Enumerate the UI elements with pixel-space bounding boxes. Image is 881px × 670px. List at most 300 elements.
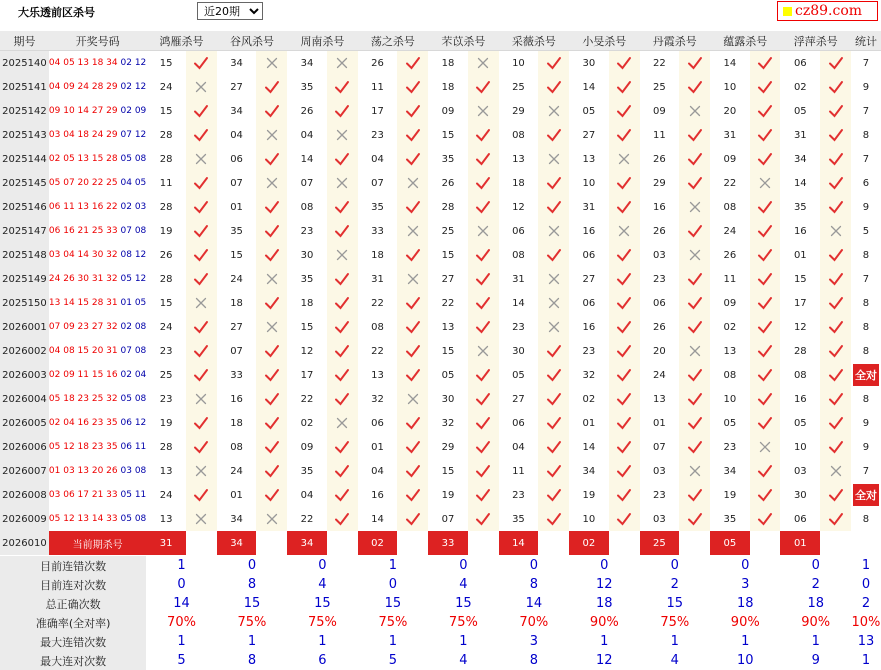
cross-icon [546, 295, 562, 311]
kill-value: 27 [582, 273, 596, 285]
check-icon [193, 319, 209, 335]
kill-value: 24 [653, 369, 666, 381]
kill-value: 16 [582, 321, 596, 333]
summary-label: 目前连错次数 [0, 556, 146, 576]
summary-value: 0 [247, 558, 257, 573]
kill-value: 26 [653, 153, 666, 165]
kill-value: 18 [441, 81, 455, 93]
summary-value: 8 [529, 653, 538, 668]
kill-result [256, 123, 287, 147]
kill-value: 01 [230, 201, 243, 213]
kill-value: 26 [441, 177, 455, 189]
summary-row [0, 632, 881, 651]
kill-result [679, 99, 710, 123]
kill-result [750, 483, 781, 507]
period-select[interactable] [197, 2, 263, 20]
kill-value: 22 [300, 393, 314, 405]
cross-icon [334, 175, 350, 191]
kill-result [679, 339, 710, 363]
front-numbers: 02 09 11 15 16 [48, 369, 118, 380]
summary-value: 5 [177, 653, 186, 668]
summary-label: 准确率(全对率) [0, 613, 146, 632]
kill-value: 15 [441, 345, 455, 357]
check-icon [193, 199, 209, 215]
check-icon [193, 175, 209, 191]
check-icon [264, 151, 280, 167]
check-icon [828, 391, 844, 407]
kill-result [820, 339, 851, 363]
kill-value: 01 [653, 417, 666, 429]
stat-cell: 7 [862, 57, 870, 69]
kill-result [186, 459, 217, 483]
kill-value: 13 [582, 153, 596, 165]
kill-value: 15 [230, 249, 243, 261]
draw-numbers-cell [49, 291, 146, 315]
kill-value: 10 [582, 177, 596, 189]
kill-value: 15 [159, 297, 173, 309]
cross-icon [264, 271, 280, 287]
table-row [0, 291, 881, 315]
front-numbers: 01 03 13 20 26 [48, 465, 118, 476]
kill-value: 32 [371, 393, 384, 405]
kill-result [397, 411, 428, 435]
kill-value: 14 [512, 297, 525, 309]
front-numbers: 09 10 14 27 29 [48, 105, 118, 116]
check-icon [546, 487, 562, 503]
summary-value: 14 [173, 596, 190, 611]
cross-icon [334, 247, 350, 263]
kill-result [256, 75, 287, 99]
logo-square-icon [783, 7, 792, 16]
kill-value: 05 [793, 417, 807, 429]
check-icon [546, 199, 562, 215]
kill-result [609, 459, 640, 483]
cross-icon [264, 319, 280, 335]
period-cell: 2026008 [0, 483, 49, 507]
kill-value: 32 [582, 369, 596, 381]
period-cell: 2026006 [0, 435, 49, 459]
kill-value: 07 [230, 177, 243, 189]
header-killer: 谷风杀号 [217, 31, 287, 51]
check-icon [687, 367, 703, 383]
kill-value: 35 [300, 465, 314, 477]
kill-value: 09 [300, 441, 314, 453]
kill-result [820, 387, 851, 411]
kill-value: 05 [441, 369, 455, 381]
summary-value: 75% [307, 615, 337, 630]
check-icon [828, 271, 844, 287]
kill-result [609, 99, 640, 123]
kill-result [256, 219, 287, 243]
stat-cell: 7 [862, 105, 870, 117]
kill-result [820, 75, 851, 99]
kill-value: 10 [512, 57, 525, 69]
back-numbers: 05 11 [120, 489, 147, 500]
summary-value: 8 [529, 577, 538, 592]
summary-value: 0 [670, 558, 679, 573]
kill-value: 11 [371, 81, 384, 93]
kill-result [679, 315, 710, 339]
check-icon [828, 127, 844, 143]
summary-value: 0 [459, 558, 468, 573]
kill-value: 25 [512, 81, 525, 93]
check-icon [475, 367, 491, 383]
check-icon [334, 103, 350, 119]
kill-value: 06 [512, 225, 525, 237]
kill-value: 06 [582, 297, 596, 309]
check-icon [828, 415, 844, 431]
check-icon [546, 55, 562, 71]
check-icon [687, 391, 703, 407]
kill-result [397, 291, 428, 315]
draw-numbers-cell [49, 339, 146, 363]
stat-cell: 5 [862, 225, 870, 237]
kill-result [327, 147, 358, 171]
summary-value: 75% [378, 615, 408, 630]
kill-result [750, 411, 781, 435]
kill-value: 15 [159, 57, 173, 69]
kill-result [538, 75, 569, 99]
kill-result [327, 219, 358, 243]
kill-result [609, 387, 640, 411]
check-icon [264, 343, 280, 359]
check-icon [828, 439, 844, 455]
kill-result [397, 435, 428, 459]
kill-value: 24 [159, 489, 173, 501]
kill-result [750, 51, 781, 76]
kill-result [327, 459, 358, 483]
kill-result [468, 147, 499, 171]
kill-value: 07 [371, 177, 384, 189]
kill-value: 24 [230, 273, 243, 285]
kill-value: 23 [159, 393, 173, 405]
check-icon [264, 367, 280, 383]
current-kill-spacer [186, 531, 217, 556]
check-icon [264, 463, 280, 479]
check-icon [687, 151, 703, 167]
cross-icon [616, 223, 632, 239]
kill-result [538, 51, 569, 76]
check-icon [687, 415, 703, 431]
kill-value: 11 [512, 465, 525, 477]
check-icon [334, 343, 350, 359]
kill-result [820, 147, 851, 171]
summary-value: 0 [529, 558, 538, 573]
summary-value: 18 [596, 596, 613, 611]
kill-result [186, 147, 217, 171]
kill-result [679, 123, 710, 147]
table-row [0, 99, 881, 123]
kill-result [679, 171, 710, 195]
header-killer: 蕴露杀号 [710, 31, 780, 51]
kill-value: 15 [441, 249, 455, 261]
kill-value: 30 [441, 393, 455, 405]
cross-icon [264, 511, 280, 527]
kill-result [750, 507, 781, 531]
kill-value: 34 [723, 465, 737, 477]
check-icon [828, 247, 844, 263]
kill-result [327, 171, 358, 195]
draw-numbers-cell [49, 171, 146, 195]
kill-result [609, 171, 640, 195]
kill-value: 09 [723, 153, 737, 165]
kill-result [538, 483, 569, 507]
kill-value: 13 [371, 369, 384, 381]
current-kill-value: 31 [146, 531, 186, 556]
check-icon [616, 127, 632, 143]
draw-numbers-cell [49, 459, 146, 483]
check-icon [757, 415, 773, 431]
kill-value: 14 [582, 441, 596, 453]
check-icon [475, 79, 491, 95]
check-icon [757, 79, 773, 95]
current-kill-value: 25 [640, 531, 680, 556]
kill-result [468, 51, 499, 76]
kill-result [468, 291, 499, 315]
current-kill-spacer [256, 531, 287, 556]
kill-value: 01 [371, 441, 384, 453]
period-cell: 2026004 [0, 387, 49, 411]
kill-value: 27 [441, 273, 455, 285]
kill-result [468, 339, 499, 363]
period-cell: 2026002 [0, 339, 49, 363]
kill-result [468, 507, 499, 531]
summary-value: 90% [801, 615, 831, 630]
kill-result [679, 219, 710, 243]
kill-value: 27 [512, 393, 525, 405]
check-icon [475, 463, 491, 479]
kill-result [397, 147, 428, 171]
kill-value: 01 [230, 489, 243, 501]
check-icon [687, 175, 703, 191]
kill-value: 15 [159, 105, 173, 117]
period-cell: 2025145 [0, 171, 49, 195]
table-row [0, 315, 881, 339]
check-icon [475, 127, 491, 143]
stat-cell: 8 [862, 393, 870, 405]
kill-value: 25 [159, 369, 173, 381]
current-kill-value: 34 [217, 531, 257, 556]
back-numbers: 02 12 [120, 57, 147, 68]
kill-value: 23 [653, 489, 666, 501]
kill-result [538, 339, 569, 363]
check-icon [334, 319, 350, 335]
summary-value: 1 [177, 558, 186, 573]
kill-result [327, 387, 358, 411]
draw-numbers-cell [49, 219, 146, 243]
current-kill-row [0, 531, 881, 556]
summary-row [0, 594, 881, 613]
period-cell: 2025143 [0, 123, 49, 147]
kill-result [256, 51, 287, 76]
kill-value: 05 [723, 417, 737, 429]
kill-result [820, 267, 851, 291]
kill-value: 13 [159, 465, 173, 477]
check-icon [405, 199, 421, 215]
kill-value: 10 [723, 81, 737, 93]
kill-value: 12 [512, 201, 525, 213]
check-icon [616, 271, 632, 287]
period-cell: 2025148 [0, 243, 49, 267]
period-cell: 2026007 [0, 459, 49, 483]
kill-result [468, 219, 499, 243]
summary-value: 4 [318, 577, 327, 592]
back-numbers: 05 08 [120, 393, 147, 404]
kill-value: 03 [653, 249, 666, 261]
kill-value: 35 [300, 273, 314, 285]
summary-value: 90% [730, 615, 760, 630]
kill-result [327, 195, 358, 219]
table-row [0, 387, 881, 411]
summary-value: 70% [519, 615, 549, 630]
cross-icon [193, 511, 209, 527]
current-kill-label: 当前期杀号 [49, 531, 146, 556]
summary-row [0, 613, 881, 632]
kill-result [609, 339, 640, 363]
stat-cell: 9 [862, 441, 870, 453]
check-icon [546, 79, 562, 95]
check-icon [405, 439, 421, 455]
kill-result [750, 219, 781, 243]
current-kill-spacer [609, 531, 640, 556]
period-cell: 2026001 [0, 315, 49, 339]
kill-value: 07 [441, 513, 455, 525]
table-row [0, 363, 881, 387]
summary-value: 15 [455, 596, 472, 611]
check-icon [475, 439, 491, 455]
kill-result [679, 195, 710, 219]
summary-value: 1 [318, 634, 327, 649]
kill-value: 30 [582, 57, 596, 69]
check-icon [264, 439, 280, 455]
kill-result [750, 267, 781, 291]
summary-value: 0 [177, 577, 186, 592]
cross-icon [757, 175, 773, 191]
kill-value: 10 [582, 513, 596, 525]
kill-result [538, 123, 569, 147]
kill-result [468, 363, 499, 387]
summary-value: 13 [857, 634, 875, 649]
front-numbers: 13 14 15 28 31 [48, 297, 118, 308]
kill-result [679, 507, 710, 531]
header-killer: 浮萍杀号 [780, 31, 850, 51]
check-icon [193, 343, 209, 359]
kill-result [327, 75, 358, 99]
kill-result [468, 123, 499, 147]
back-numbers: 02 08 [120, 321, 147, 332]
summary-value: 0 [861, 577, 871, 592]
header-killer: 采薇杀号 [499, 31, 569, 51]
cross-icon [757, 439, 773, 455]
kill-value: 09 [653, 105, 666, 117]
kill-value: 22 [371, 345, 384, 357]
summary-value: 12 [596, 653, 613, 668]
check-icon [405, 511, 421, 527]
summary-value: 1 [670, 634, 679, 649]
kill-value: 29 [512, 105, 525, 117]
kill-value: 23 [653, 273, 666, 285]
kill-value: 24 [159, 81, 173, 93]
kill-result [256, 99, 287, 123]
stat-cell: 8 [862, 297, 870, 309]
kill-value: 35 [723, 513, 737, 525]
front-numbers: 05 07 20 22 25 [48, 177, 118, 188]
check-icon [405, 295, 421, 311]
cross-icon [475, 55, 491, 71]
summary-value: 1 [459, 634, 468, 649]
cross-icon [616, 151, 632, 167]
table-row [0, 171, 881, 195]
kill-value: 29 [441, 441, 455, 453]
kill-value: 19 [582, 489, 596, 501]
kill-result [538, 387, 569, 411]
check-icon [475, 391, 491, 407]
check-icon [264, 415, 280, 431]
draw-numbers-cell [49, 99, 146, 123]
draw-numbers-cell [49, 195, 146, 219]
check-icon [687, 295, 703, 311]
kill-result [609, 411, 640, 435]
kill-value: 07 [653, 441, 666, 453]
period-cell: 2026010 [0, 531, 49, 556]
kill-value: 08 [300, 201, 314, 213]
kill-value: 26 [300, 105, 314, 117]
cross-icon [334, 55, 350, 71]
kill-result [750, 387, 781, 411]
kill-result [820, 51, 851, 76]
kill-value: 03 [653, 513, 666, 525]
kill-result [750, 339, 781, 363]
check-icon [687, 487, 703, 503]
check-icon [616, 343, 632, 359]
summary-value: 14 [525, 596, 543, 611]
kill-value: 31 [512, 273, 525, 285]
summary-value: 2 [670, 577, 679, 592]
check-icon [616, 295, 632, 311]
check-icon [475, 151, 491, 167]
site-logo[interactable] [777, 1, 878, 21]
check-icon [757, 463, 773, 479]
kill-result [327, 435, 358, 459]
cross-icon [405, 391, 421, 407]
check-icon [616, 367, 632, 383]
back-numbers: 07 08 [120, 345, 147, 356]
kill-value: 24 [230, 465, 243, 477]
kill-value: 22 [300, 513, 314, 525]
check-icon [616, 415, 632, 431]
front-numbers: 05 12 18 23 35 [48, 441, 118, 452]
cross-icon [546, 319, 562, 335]
kill-value: 15 [441, 129, 455, 141]
kill-result [397, 363, 428, 387]
cross-icon [687, 103, 703, 119]
kill-result [609, 195, 640, 219]
back-numbers: 07 08 [120, 225, 147, 236]
kill-value: 28 [159, 129, 173, 141]
check-icon [405, 487, 421, 503]
kill-result [186, 291, 217, 315]
check-icon [687, 319, 703, 335]
kill-result [186, 363, 217, 387]
kill-result [538, 195, 569, 219]
kill-result [750, 363, 781, 387]
kill-result [397, 483, 428, 507]
kill-result [468, 315, 499, 339]
current-kill-spacer [327, 531, 358, 556]
kill-result [256, 291, 287, 315]
kill-result [256, 459, 287, 483]
kill-value: 06 [512, 417, 525, 429]
